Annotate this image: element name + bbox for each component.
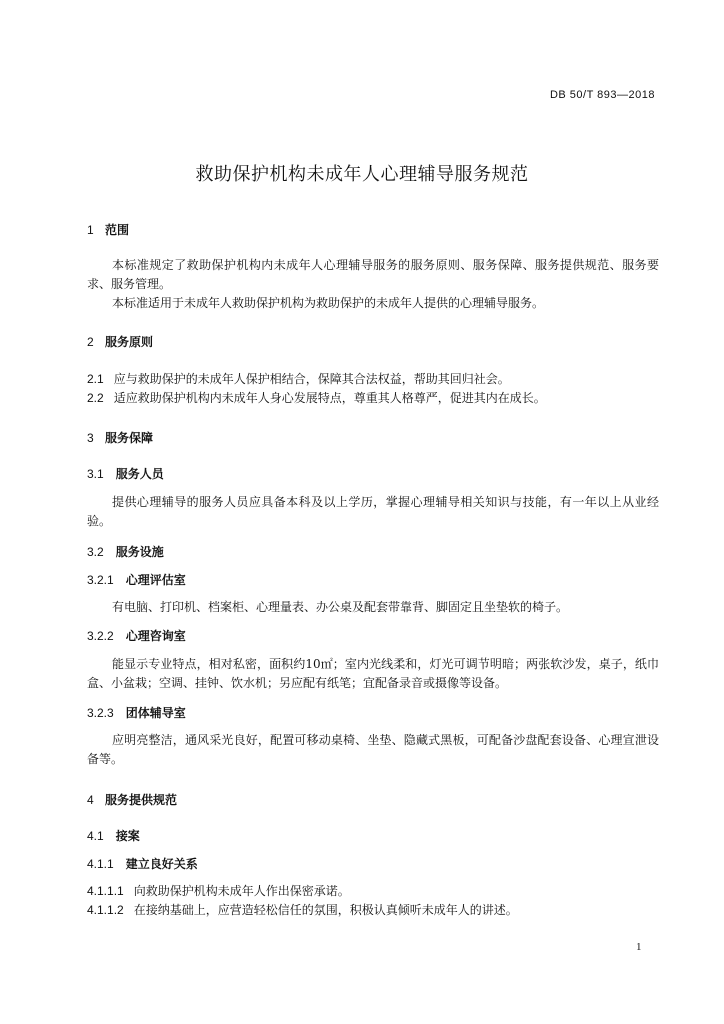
subsection-number: 4.1.1 [87,857,114,871]
clause-number: 2.2 [87,391,104,405]
clause-item [87,882,659,901]
clause-text: 向救助保护机构未成年人作出保密承诺。 [133,884,350,898]
paragraph: 提供心理辅导的服务人员应具备本科及以上学历，掌握心理辅导相关知识与技能，有一年以上从业经验。 [87,495,659,528]
subsection-heading [87,465,164,482]
subsection-number: 3.2 [87,545,104,559]
section-number: 2 [87,335,94,349]
subsection-title: 团体辅导室 [125,706,186,720]
subsection-number: 3.2.1 [87,573,114,587]
clause-item [87,370,659,389]
section-heading-1 [87,221,129,238]
subsection-number: 3.2.3 [87,706,114,720]
clause-text: 应与救助保护的未成年人保护相结合，保障其合法权益，帮助其回归社会。 [113,372,510,386]
section-title: 范围 [105,223,130,237]
section-heading-3 [87,429,153,446]
subsection-heading [87,571,186,588]
subsection-title: 服务人员 [115,467,164,481]
clause-text: 在接纳基础上，应营造轻松信任的氛围，积极认真倾听未成年人的讲述。 [133,903,518,917]
paragraph: 有电脑、打印机、档案柜、心理量表、办公桌及配套带靠背、脚固定且坐垫软的椅子。 [112,600,569,614]
subsection-heading [87,543,164,560]
clause-number: 2.1 [87,372,104,386]
clause-number: 4.1.1.2 [87,903,124,917]
section-title: 服务原则 [105,335,154,349]
section-heading-4 [87,791,177,808]
subsection-heading [87,704,186,721]
subsection-title: 心理评估室 [125,573,186,587]
paragraph: 本标准规定了救助保护机构内未成年人心理辅导服务的服务原则、服务保障、服务提供规范、服务要求、服务管理。 [87,258,659,291]
paragraph: 本标准适用于未成年人救助保护机构为救助保护的未成年人提供的心理辅导服务。 [112,296,545,310]
clause-item [87,901,659,920]
subsection-heading [87,627,186,644]
section-title: 服务提供规范 [105,793,178,807]
subsection-number: 4.1 [87,829,104,843]
section-heading-2 [87,333,153,350]
section-number: 1 [87,223,94,237]
page-number: 1 [636,941,642,953]
paragraph: 应明亮整洁，通风采光良好，配置可移动桌椅、坐垫、隐藏式黑板，可配备沙盘配套设备、心理宣泄设备等。 [87,733,659,766]
subsection-title: 接案 [115,829,140,843]
subsection-number: 3.1 [87,467,104,481]
clause-number: 4.1.1.1 [87,884,124,898]
subsection-title: 心理咨询室 [125,629,186,643]
subsection-heading [87,827,140,844]
section-number: 4 [87,793,94,807]
clause-text: 适应救助保护机构内未成年人身心发展特点，尊重其人格尊严，促进其内在成长。 [113,391,546,405]
subsection-number: 3.2.2 [87,629,114,643]
section-number: 3 [87,431,94,445]
clause-item [87,389,659,408]
subsection-title: 服务设施 [115,545,164,559]
section-title: 服务保障 [105,431,154,445]
subsection-heading [87,855,198,872]
document-title: 救助保护机构未成年人心理辅导服务规范 [195,164,529,185]
standard-code: DB 50/T 893—2018 [549,89,655,101]
paragraph: 能显示专业特点，相对私密，面积约10㎡；室内光线柔和，灯光可调节明暗；两张软沙发，桌子，纸巾盒、小盆栽；空调、挂钟、饮水机；另应配有纸笔；宜配备录音或摄像等设备。 [87,657,659,690]
subsection-title: 建立良好关系 [125,857,198,871]
